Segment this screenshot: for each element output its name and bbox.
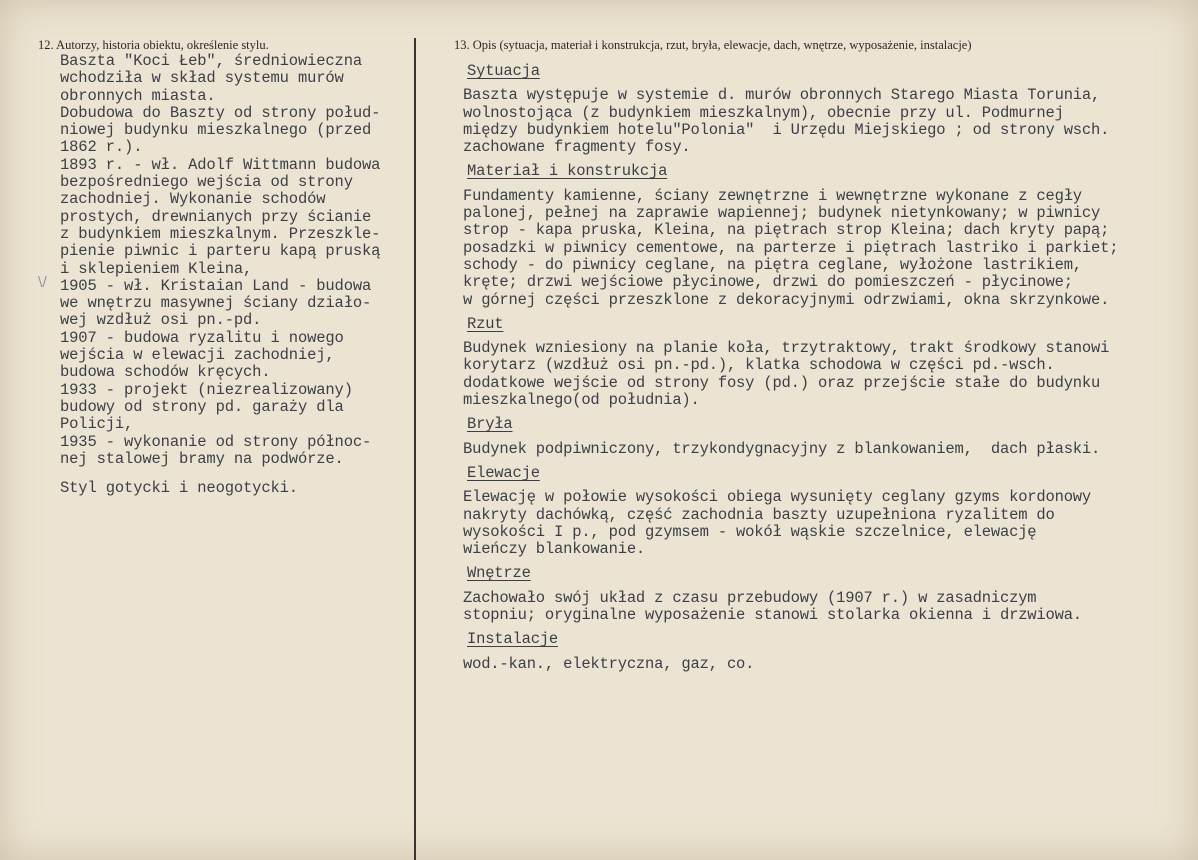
section-title: Elewacje (467, 463, 540, 482)
section-line: zachowane fragmenty fosy. (463, 138, 691, 157)
history-line: we wnętrzu masywnej ściany działo- (60, 294, 372, 313)
section-bry-a (463, 416, 1198, 458)
section-line: w górnej części przeszklone z dekoracyjnymi odrzwiami, okna skrzynkowe. (463, 290, 1110, 309)
style-line: Styl gotycki i neogotycki. (60, 479, 298, 498)
section-body (463, 590, 1198, 625)
history-line: wejścia w elewacji zachodniej, (60, 346, 335, 365)
section-line: Fundamenty kamienne, ściany zewnętrzne i wewnętrzne wykonane z cegły (463, 186, 1082, 205)
history-line: i sklepieniem Kleina, (60, 259, 253, 278)
section-line: wod.-kan., elektryczna, gaz, co. (463, 654, 755, 673)
history-line: niowej budynku mieszkalnego (przed (60, 121, 372, 140)
section-line: stopniu; oryginalne wyposażenie stanowi stolarka okienna i drzwiowa. (463, 606, 1082, 625)
section-body (463, 340, 1198, 409)
section-title: Rzut (467, 314, 504, 333)
section-line: wysokości I p., pod gzymsem - wokół wąskie szczelnice, elewację (463, 522, 1037, 541)
section-line: Elewację w połowie wysokości obiega wysunięty ceglany gzyms kordonowy (463, 488, 1092, 507)
history-line: zachodniej. Wykonanie schodów (60, 190, 326, 209)
section-title: Wnętrze (467, 564, 531, 583)
history-line: z budynkiem mieszkalnym. Przeszkle- (60, 224, 381, 243)
section-sytuacja (463, 63, 1198, 156)
history-line: budowy od strony pd. garaży dla (60, 397, 344, 416)
history-line: pienie piwnic i parteru kapą pruską (60, 242, 381, 261)
history-line: budowa schodów kręcych. (60, 363, 271, 382)
section-body (463, 188, 1198, 309)
history-line: 1893 r. - wł. Adolf Wittmann budowa (60, 155, 381, 174)
history-line: Dobudowa do Baszty od strony połud- (60, 103, 381, 122)
section-line: strop - kapa pruska, Kleina, na piętrach strop Kleina; dach kryty papą; (463, 221, 1110, 240)
section-body (463, 656, 1198, 673)
section-line: kręte; drzwi wejściowe płycinowe, drzwi do pomieszczeń - płycinowe; (463, 273, 1073, 292)
section-line: posadzki w piwnicy cementowe, na parterze i piętrach lastriko i parkiet; (463, 238, 1119, 257)
history-line: obronnych miasta. (60, 86, 216, 105)
history-line: wchodziła w skład systemu murów (60, 69, 344, 88)
section-line: Zachowało swój układ z czasu przebudowy (1907 r.) w zasadniczym (463, 588, 1037, 607)
section-title: Bryła (467, 415, 513, 434)
history-line: wej wzdłuż osi pn.-pd. (60, 311, 262, 330)
history-text (60, 53, 410, 497)
section-title: Materiał i konstrukcja (467, 162, 668, 181)
history-line: 1907 - budowa ryzalitu i nowego (60, 328, 344, 347)
left-column-header: 12. Autorzy, historia obiektu, określenie stylu. (38, 38, 269, 52)
margin-mark: \/ (38, 275, 47, 290)
section-line: Budynek podpiwniczony, trzykondygnacyjny z blankowaniem, dach płaski. (463, 439, 1101, 458)
section-body (463, 441, 1198, 458)
column-divider (414, 38, 416, 860)
section-elewacje (463, 465, 1198, 558)
section-line: mieszkalnego(od południa). (463, 391, 700, 410)
section-line: korytarz (wzdłuż osi pn.-pd.), klatka schodowa w części pd.-wsch. (463, 356, 1055, 375)
section-line: schody - do piwnicy ceglane, na piętra ceglane, wyłożone lastrikiem, (463, 255, 1082, 274)
section-wn-trze (463, 565, 1198, 624)
history-line: bezpośredniego wejścia od strony (60, 173, 353, 192)
history-line: Baszta "Koci Łeb", średniowieczna (60, 52, 363, 70)
section-title: Instalacje (467, 630, 559, 649)
history-line: 1935 - wykonanie od strony północ- (60, 432, 372, 451)
section-instalacje (463, 631, 1198, 673)
section-line: nakryty dachówką, część zachodnia baszty uzupełniona ryzalitem do (463, 505, 1055, 524)
section-line: palonej, pełnej na zaprawie wapiennej; budynek nietynkowany; w piwnicy (463, 204, 1101, 223)
section-line: wolnostojąca (z budynkiem mieszkalnym), obecnie przy ul. Podmurnej (463, 103, 1064, 122)
section-line: Budynek wzniesiony na planie koła, trzytraktowy, trakt środkowy stanowi (463, 339, 1110, 358)
history-line: nej stalowej bramy na podwórze. (60, 449, 344, 468)
right-column-header: 13. Opis (sytuacja, materiał i konstrukcja, rzut, bryła, elewacje, dach, wnętrze, wyposażenie, instalacje) (454, 38, 972, 52)
section-title: Sytuacja (467, 62, 540, 80)
history-line: Policji, (60, 415, 134, 434)
section-line: wieńczy blankowanie. (463, 540, 646, 559)
section-line: Baszta występuje w systemie d. murów obronnych Starego Miasta Torunia, (463, 86, 1101, 105)
section-rzut (463, 316, 1198, 409)
history-line: 1862 r.). (60, 138, 143, 157)
history-line: 1933 - projekt (niezrealizowany) (60, 380, 353, 399)
section-line: między budynkiem hotelu"Polonia" i Urzędu Miejskiego ; od strony wsch. (463, 120, 1110, 139)
section-body (463, 87, 1198, 156)
history-line: prostych, drewnianych przy ścianie (60, 207, 372, 226)
description-text (463, 63, 1198, 680)
section-materia-i-konstrukcja (463, 163, 1198, 308)
history-line: 1905 - wł. Kristaian Land - budowa (60, 276, 372, 295)
section-line: dodatkowe wejście od strony fosy (pd.) oraz przejście stałe do budynku (463, 373, 1101, 392)
section-body (463, 489, 1198, 558)
